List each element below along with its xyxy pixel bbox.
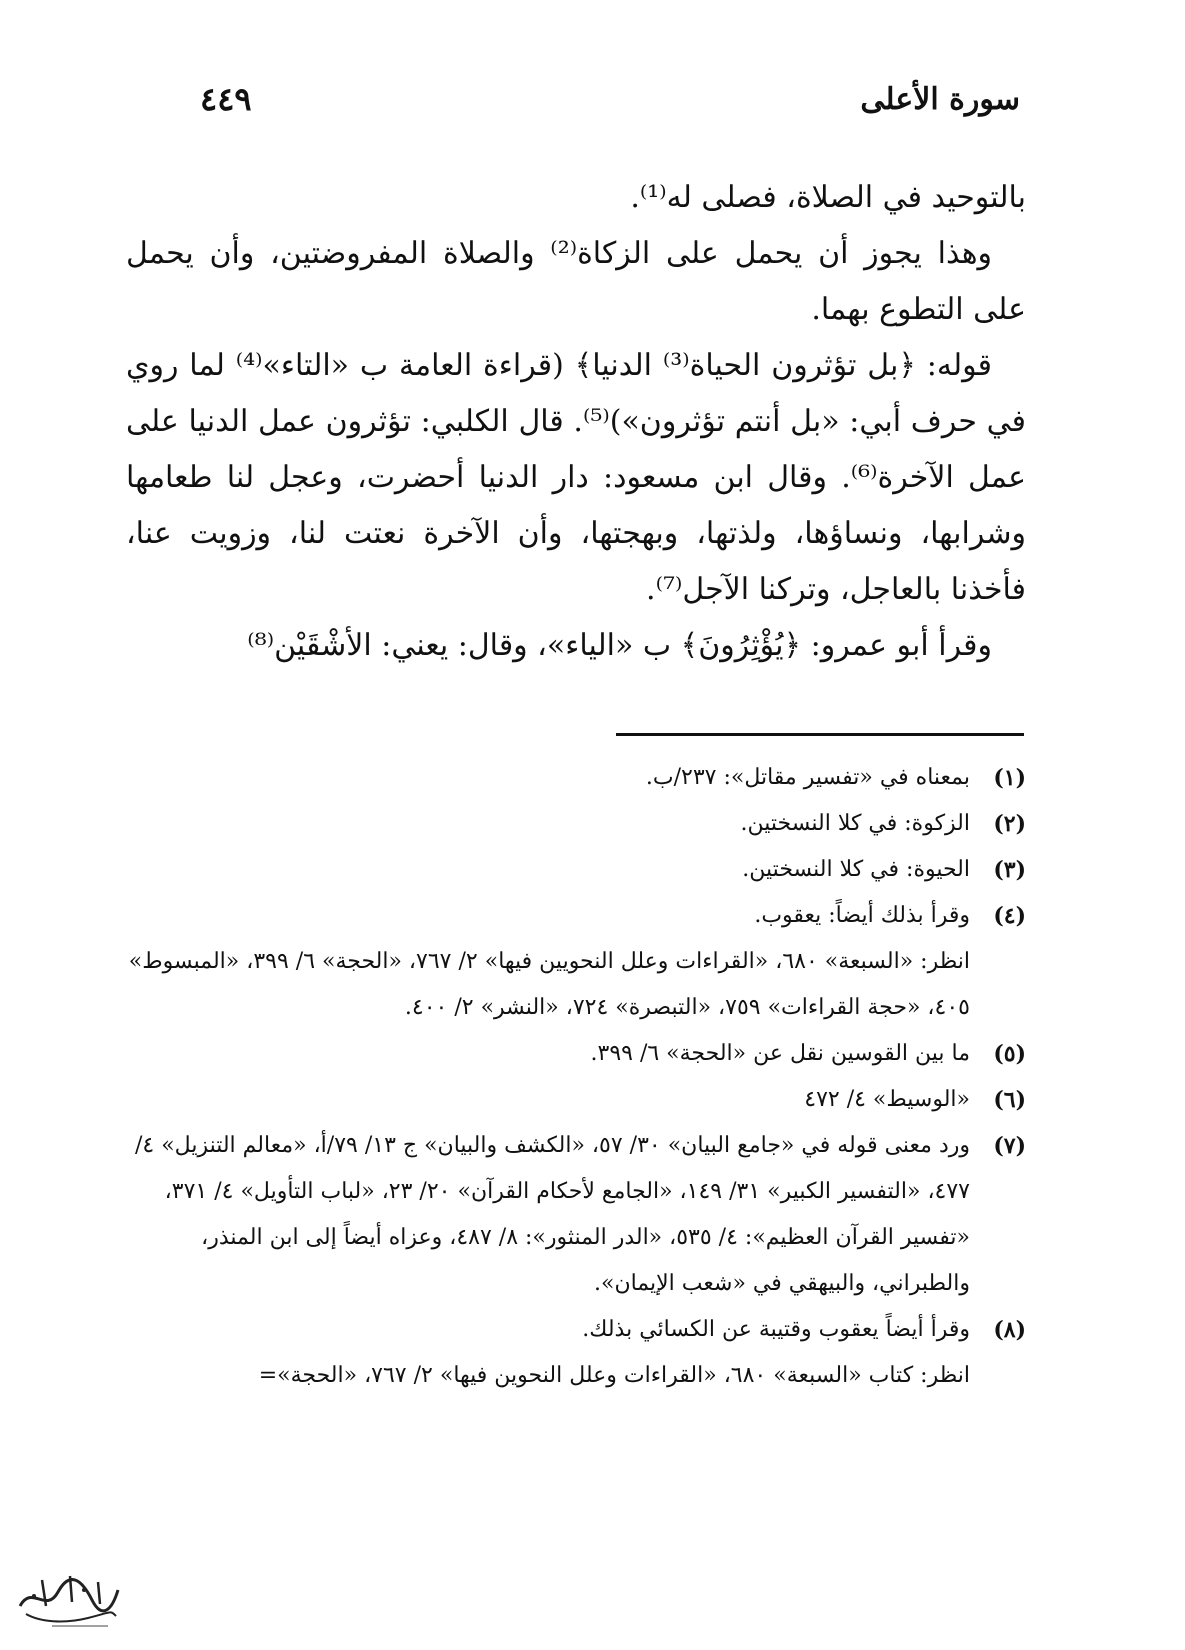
footnote-number: (٢) <box>993 811 1026 837</box>
footnote-1 <box>126 755 1026 801</box>
footnote-text: الزكوة: في كلا النسختين. <box>740 811 970 836</box>
calligraphy-logo-icon <box>12 1566 124 1632</box>
footnote-7-continuation: «تفسير القرآن العظيم»: ٤/ ٥٣٥، «الدر المنثور»: ٨/ ٤٨٧، وعزاه أيضاً إلى ابن المنذر، والطبراني، والبيهقي في «شعب الإيمان». <box>201 1225 970 1296</box>
footnote-4-continuation: انظر: «السبعة» ٦٨٠، «القراءات وعلل النحويين فيها» ٢/ ٧٦٧، «الحجة» ٦/ ٣٩٩، «المبسوط» ٤٠٥، «حجة القراءات» ٧٥٩، «التبصرة» ٧٢٤، «النشر» ٢/ ٤٠٠. <box>128 949 970 1020</box>
body-paragraph: وهذا يجوز أن يحمل على الزكاة⁽²⁾ والصلاة المفروضتين، وأن يحمل على التطوع بهما. <box>126 236 1026 327</box>
footnote-3 <box>126 847 1026 893</box>
footnote-number: (٨) <box>993 1317 1026 1343</box>
footnote-text: ورد معنى قوله في «جامع البيان» ٣٠/ ٥٧، «الكشف والبيان» ج ١٣/ ٧٩/أ، «معالم التنزيل» ٤/ ٤٧٧، «التفسير الكبير» ٣١/ ١٤٩، «الجامع لأحكام القرآن» ٢٠/ ٢٣، «لباب التأويل» ٤/ ٣٧١، <box>134 1133 970 1204</box>
footnote-2 <box>126 801 1026 847</box>
footnote-divider <box>616 733 1024 736</box>
footnote-number: (٥) <box>993 1041 1026 1067</box>
footnote-7 <box>126 1123 1026 1215</box>
footnote-number: (٦) <box>993 1087 1026 1113</box>
footnote-6 <box>126 1077 1026 1123</box>
footnote-text: «الوسيط» ٤/ ٤٧٢ <box>804 1087 970 1112</box>
footnote-number: (٤) <box>993 903 1026 929</box>
footnote-5 <box>126 1031 1026 1077</box>
footnote-8-continuation: انظر: كتاب «السبعة» ٦٨٠، «القراءات وعلل النحوين فيها» ٢/ ٧٦٧، «الحجة»= <box>258 1363 970 1388</box>
footnote-text: بمعناه في «تفسير مقاتل»: ٢٣٧/ب. <box>645 765 970 790</box>
footnote-number: (٧) <box>993 1133 1026 1159</box>
footnote-number: (١) <box>993 765 1026 791</box>
footnote-4 <box>126 893 1026 939</box>
footnote-text: وقرأ أيضاً يعقوب وقتيبة عن الكسائي بذلك. <box>582 1317 970 1342</box>
body-paragraph: بالتوحيد في الصلاة، فصلى له⁽¹⁾. <box>630 180 1026 215</box>
footnote-text: الحيوة: في كلا النسختين. <box>742 857 970 882</box>
footnote-text: وقرأ بذلك أيضاً: يعقوب. <box>754 903 970 928</box>
footnote-number: (٣) <box>993 857 1026 883</box>
publisher-logo <box>12 1566 124 1632</box>
main-text <box>126 170 1026 674</box>
body-paragraph: وقرأ أبو عمرو: ﴿يُؤْثِرُونَ﴾ ب «الياء»، وقال: يعني: الأشْقَيْن⁽⁸⁾ <box>247 628 992 663</box>
footnote-8 <box>126 1307 1026 1353</box>
footnote-text: ما بين القوسين نقل عن «الحجة» ٦/ ٣٩٩. <box>590 1041 970 1066</box>
running-title: سورة الأعلى <box>860 82 1020 117</box>
page-number: ٤٤٩ <box>200 80 252 118</box>
page-header <box>200 82 1020 122</box>
footnotes <box>126 755 1026 1399</box>
body-paragraph: قوله: ﴿بل تؤثرون الحياة⁽³⁾ الدنيا﴾ (قراءة العامة ب «التاء»⁽⁴⁾ لما روي في حرف أبي: «بل أنتم تؤثرون»)⁽⁵⁾. قال الكلبي: تؤثرون عمل الدنيا على عمل الآخرة⁽⁶⁾. وقال ابن مسعود: دار الدنيا أحضرت، وعجل لنا طعامها وشرابها، ونساؤها، ولذتها، وبهجتها، وأن الآخرة نعتت لنا، وزويت عنا، فأخذنا بالعاجل، وتركنا الآجل⁽⁷⁾. <box>126 348 1027 607</box>
